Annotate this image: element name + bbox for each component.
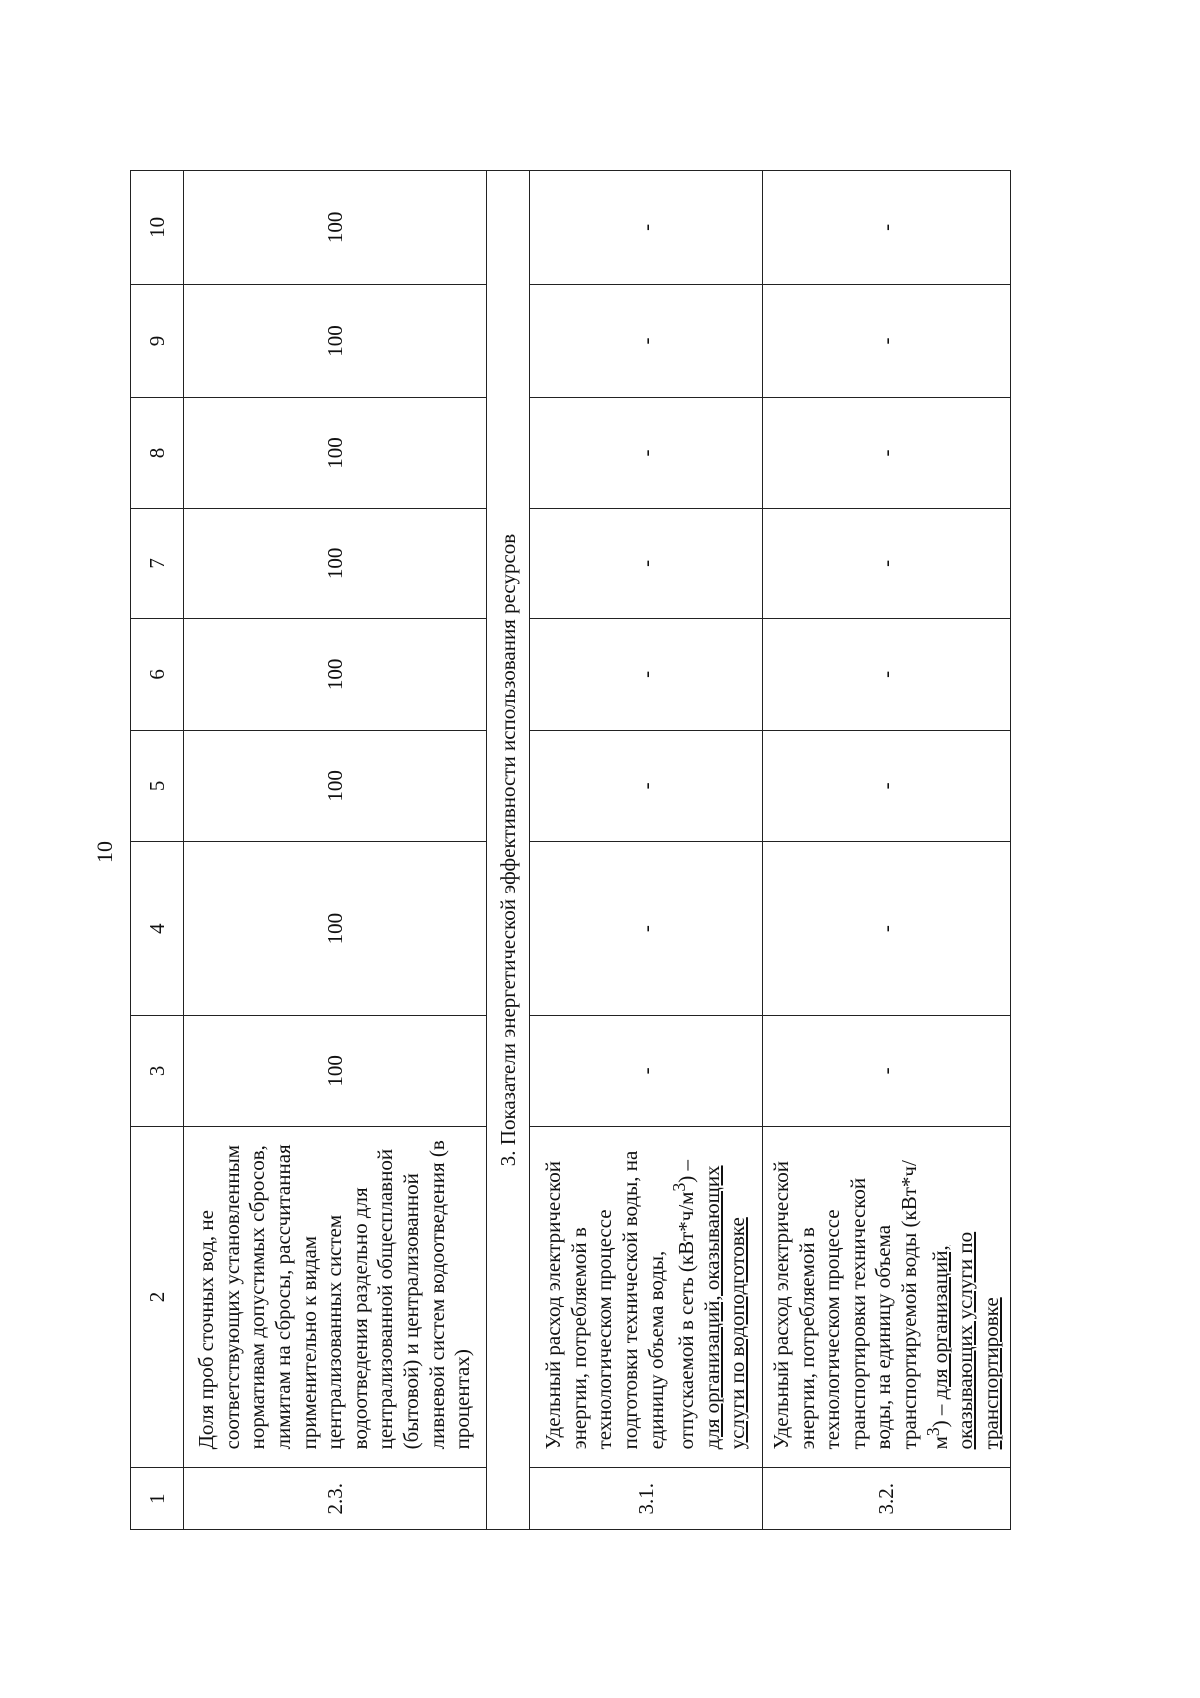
table-row-2-3 — [184, 171, 487, 1530]
value-cell: - — [530, 619, 763, 730]
header-cell: 10 — [131, 171, 184, 285]
page-number: 10 — [92, 841, 117, 863]
value-cell: - — [530, 284, 763, 398]
row-number: 2.3. — [184, 1468, 487, 1530]
header-cell: 7 — [131, 508, 184, 618]
value-cell: - — [763, 1016, 1011, 1126]
value-cell: 100 — [184, 398, 487, 508]
value-cell: - — [763, 619, 1011, 730]
section-3-title: 3. Показатели энергетической эффективности использования ресурсов — [487, 171, 530, 1530]
header-cell: 9 — [131, 284, 184, 398]
value-cell: - — [530, 842, 763, 1016]
value-cell: 100 — [184, 171, 487, 285]
value-cell: - — [763, 842, 1011, 1016]
underlined-note: для организаций, оказывающих услуги по транспортировке — [927, 1231, 1003, 1450]
section-3-row — [487, 171, 530, 1530]
value-cell: 100 — [184, 1016, 487, 1126]
value-cell: - — [530, 730, 763, 841]
table-row-3-2 — [763, 171, 1011, 1530]
value-cell: - — [763, 508, 1011, 618]
header-cell: 1 — [131, 1468, 184, 1530]
header-row — [131, 171, 184, 1530]
superscript: 3 — [669, 1182, 690, 1192]
description-text: Удельный расход электрической энергии, потребляемой в технологическом процессе транспортировки технической воды, на единицу объема транспортируемой воды (кВт*ч/м — [769, 1160, 952, 1450]
row-number: 3.1. — [530, 1468, 763, 1530]
value-cell: 100 — [184, 842, 487, 1016]
value-cell: 100 — [184, 284, 487, 398]
indicators-table — [130, 170, 1011, 1530]
value-cell: - — [763, 284, 1011, 398]
value-cell: - — [530, 1016, 763, 1126]
header-cell: 8 — [131, 398, 184, 508]
value-cell: - — [530, 171, 763, 285]
header-cell: 4 — [131, 842, 184, 1016]
row-description — [763, 1126, 1011, 1468]
row-description: Доля проб сточных вод, не соответствующих установленным нормативам допустимых сбросов, лимитам на сбросы, рассчитанная применительно к видам централизованных систем водоотведения раздельно для централизованной общесплавной (бытовой) и централизованной ливневой систем водоотведения (в процентах) — [184, 1126, 487, 1468]
description-text: ) – — [674, 1160, 699, 1183]
superscript: 3 — [922, 1427, 943, 1437]
rotated-table-container — [130, 170, 1060, 1530]
value-cell: 100 — [184, 730, 487, 841]
row-number: 3.2. — [763, 1468, 1011, 1530]
description-text: ) – — [927, 1404, 952, 1428]
value-cell: 100 — [184, 619, 487, 730]
header-cell: 2 — [131, 1126, 184, 1468]
value-cell: 100 — [184, 508, 487, 618]
row-description — [530, 1126, 763, 1468]
value-cell: - — [763, 171, 1011, 285]
value-cell: - — [530, 398, 763, 508]
value-cell: - — [763, 730, 1011, 841]
header-cell: 6 — [131, 619, 184, 730]
value-cell: - — [530, 508, 763, 618]
table-row-3-1 — [530, 171, 763, 1530]
description-text: Удельный расход электрической энергии, потребляемой в технологическом процессе подготовки технической воды, на единицу объема воды, отпускаемой в сеть (кВт*ч/м — [541, 1150, 699, 1450]
value-cell: - — [763, 398, 1011, 508]
underlined-note: для организаций, оказывающих услуги по водоподготовке — [699, 1165, 750, 1450]
header-cell: 5 — [131, 730, 184, 841]
header-cell: 3 — [131, 1016, 184, 1126]
